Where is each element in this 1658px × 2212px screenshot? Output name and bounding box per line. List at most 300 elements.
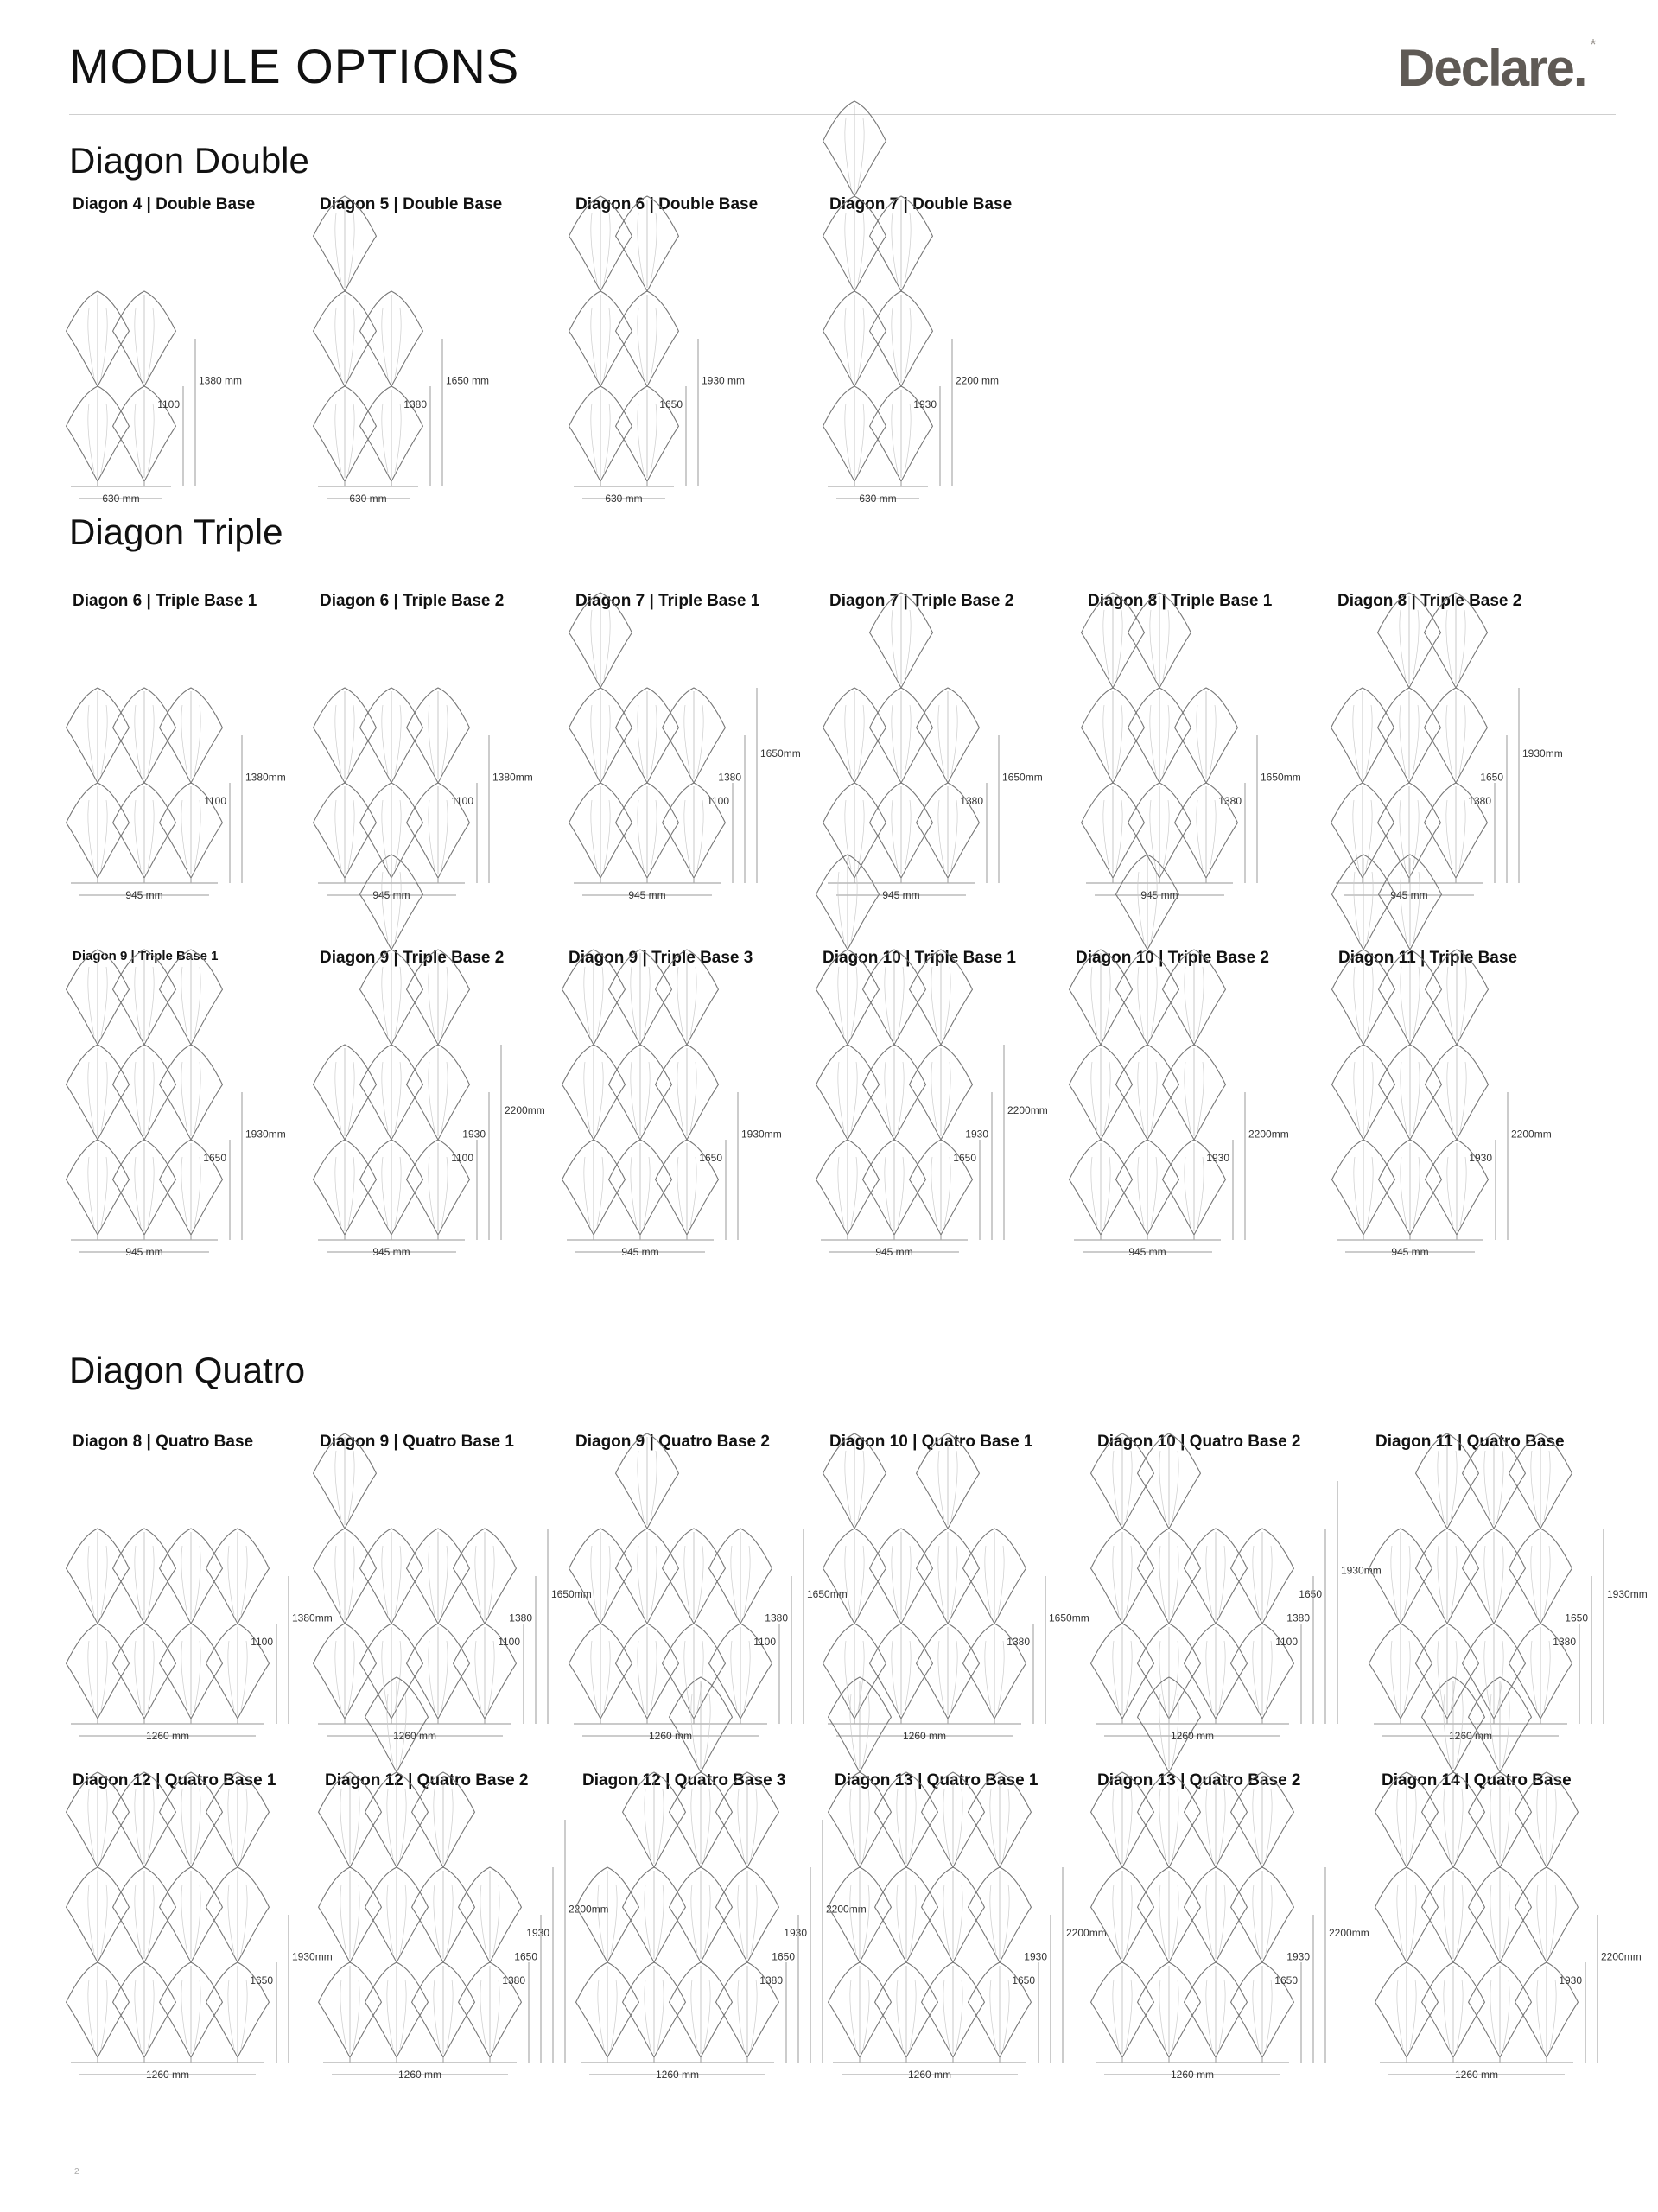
shade-rib	[898, 967, 904, 1036]
shade-rib	[738, 1789, 744, 1859]
width-dimension-label: 945 mm	[1140, 889, 1178, 901]
height-dimension-label: 1100	[451, 1152, 473, 1164]
shade-rib	[845, 118, 851, 188]
shade-rib	[1490, 1789, 1496, 1859]
shade-rib	[148, 800, 154, 869]
module-label: Diagon 7 | Double Base	[829, 195, 1013, 213]
module-card	[1086, 592, 1328, 920]
height-dimension-label: 2200mm	[1329, 1927, 1369, 1939]
height-dimension-label: 1380	[1553, 1636, 1576, 1648]
shade-rib	[1159, 1451, 1166, 1520]
shade-rib	[1172, 1451, 1178, 1520]
shade-rib	[1210, 800, 1216, 869]
shade-rib	[863, 1789, 869, 1859]
shade-rib	[101, 1885, 107, 1954]
shade-rib	[194, 1062, 200, 1131]
module-card	[574, 1433, 848, 1761]
shade-rib	[382, 1062, 388, 1131]
shade-rib	[1103, 610, 1109, 679]
shade-rib	[1497, 1451, 1503, 1520]
shade-rib	[480, 1980, 486, 2049]
height-dimension-label: 1650	[699, 1152, 722, 1164]
shade-rib	[858, 1546, 864, 1615]
shade-rib	[181, 1641, 187, 1710]
module-card	[833, 1771, 1107, 2100]
shade-rib	[738, 1885, 744, 1954]
width-dimension-label: 1260 mm	[1448, 1730, 1493, 1742]
shade-rib	[990, 1980, 996, 2049]
height-dimension-label: 1930	[1286, 1950, 1310, 1963]
shade-rib	[885, 1157, 891, 1226]
width-dimension-label: 945 mm	[125, 1246, 163, 1258]
shade-rib	[1172, 1546, 1178, 1615]
shade-rib	[657, 1885, 664, 1954]
shade-rib	[88, 705, 94, 774]
shade-rib	[1150, 800, 1156, 869]
shade-rib	[584, 1157, 590, 1226]
shade-rib	[1531, 1451, 1537, 1520]
shade-rib	[1253, 1885, 1259, 1954]
width-dimension-label: 945 mm	[372, 1246, 410, 1258]
shade-rib	[335, 1546, 341, 1615]
height-dimension-label: 2200mm	[1248, 1128, 1289, 1141]
module-label: Diagon 8 | Quatro Base	[73, 1433, 254, 1451]
shade-rib	[1219, 1980, 1225, 2049]
width-dimension-label: 1260 mm	[145, 2069, 190, 2081]
shade-rib	[88, 1546, 94, 1615]
shade-rib	[591, 308, 597, 378]
shade-rib	[135, 1641, 141, 1710]
shade-rib	[638, 705, 644, 774]
shade-rib	[631, 1062, 637, 1131]
shade-rib	[88, 1885, 94, 1954]
shade-rib	[1172, 1641, 1178, 1710]
height-dimension-label: 1100	[1275, 1636, 1298, 1648]
module-card	[1074, 949, 1316, 1277]
shade-rib	[1210, 705, 1216, 774]
height-dimension-label: 1930mm	[741, 1128, 782, 1141]
height-dimension-label: 1100	[251, 1636, 273, 1648]
shade-rib	[1206, 1789, 1212, 1859]
shade-rib	[1126, 1641, 1132, 1710]
shade-rib	[382, 967, 388, 1036]
shade-rib	[905, 705, 911, 774]
shade-rib	[1367, 967, 1373, 1036]
shade-rib	[1366, 800, 1372, 869]
shade-rib	[101, 1546, 107, 1615]
shade-rib	[858, 118, 864, 188]
height-dimension-label: 1650	[1274, 1974, 1298, 1986]
shade-rib	[335, 1062, 341, 1131]
shade-rib	[944, 967, 950, 1036]
height-dimension-label: 1930	[462, 1128, 486, 1141]
shade-rib	[101, 705, 107, 774]
shade-rib	[684, 1641, 690, 1710]
shade-rib	[475, 1641, 481, 1710]
module-label: Diagon 10 | Quatro Base 1	[829, 1433, 1033, 1451]
module-label: Diagon 9 | Triple Base 2	[320, 949, 505, 967]
shade-rib	[845, 308, 851, 378]
shade-rib	[691, 1789, 697, 1859]
height-dimension-label: 1650 mm	[446, 374, 490, 387]
shade-rib	[1438, 1546, 1444, 1615]
shade-rib	[905, 800, 911, 869]
shade-rib	[148, 967, 154, 1036]
shade-rib	[441, 1062, 448, 1131]
shade-rib	[1447, 967, 1453, 1036]
shade-rib	[387, 1789, 393, 1859]
shade-rib	[135, 1062, 141, 1131]
shade-rib	[387, 1980, 393, 2049]
shade-rib	[400, 1789, 406, 1859]
module-card	[71, 195, 313, 524]
shade-rib	[1401, 1157, 1407, 1226]
shade-rib	[1531, 1546, 1537, 1615]
shade-rib	[898, 1157, 904, 1226]
shade-rib	[88, 308, 94, 378]
shade-rib	[638, 213, 644, 283]
shade-rib	[181, 1789, 187, 1859]
shade-rib	[645, 1980, 651, 2049]
shade-rib	[1537, 1980, 1543, 2049]
shade-rib	[1484, 1451, 1490, 1520]
shade-rib	[638, 1641, 644, 1710]
shade-rib	[584, 967, 590, 1036]
shade-rib	[135, 800, 141, 869]
shade-rib	[181, 1062, 187, 1131]
shade-rib	[348, 308, 354, 378]
shade-rib	[858, 1451, 864, 1520]
height-dimension-label: 1380	[765, 1611, 788, 1624]
page-number: 2	[74, 2167, 79, 2177]
shade-rib	[488, 1641, 494, 1710]
shade-rib	[1410, 1885, 1416, 1954]
shade-rib	[1172, 1789, 1178, 1859]
shade-rib	[591, 610, 597, 679]
height-dimension-label: 1930mm	[292, 1950, 333, 1963]
shade-rib	[181, 1885, 187, 1954]
module-card	[71, 1771, 333, 2100]
shade-rib	[985, 1641, 991, 1710]
shade-rib	[931, 967, 937, 1036]
shade-rib	[690, 1157, 696, 1226]
shade-rib	[938, 705, 944, 774]
shade-rib	[1151, 967, 1157, 1036]
shade-rib	[951, 1546, 957, 1615]
shade-rib	[910, 1789, 916, 1859]
shade-rib	[1219, 1546, 1225, 1615]
shade-rib	[88, 800, 94, 869]
shade-rib	[441, 967, 448, 1036]
shade-rib	[691, 1885, 697, 1954]
shade-rib	[943, 1980, 950, 2049]
module-label: Diagon 10 | Triple Base 2	[1076, 949, 1269, 967]
shade-rib	[638, 800, 644, 869]
height-dimension-label: 2200mm	[505, 1104, 545, 1116]
shade-rib	[697, 1546, 703, 1615]
shade-rib	[1484, 1641, 1490, 1710]
shade-rib	[905, 404, 911, 473]
module-label: Diagon 9 | Quatro Base 2	[575, 1433, 770, 1451]
shade-rib	[644, 967, 650, 1036]
shade-rib	[88, 1062, 94, 1131]
module-card	[1096, 1771, 1369, 2100]
module-label: Diagon 10 | Quatro Base 2	[1097, 1433, 1301, 1451]
shade-rib	[604, 1546, 610, 1615]
shade-rib	[228, 1789, 234, 1859]
shade-rib	[938, 1451, 944, 1520]
shade-rib	[651, 1451, 657, 1520]
height-dimension-label: 1650	[203, 1152, 226, 1164]
module-card	[71, 1433, 333, 1761]
shade-rib	[597, 1062, 603, 1131]
module-label: Diagon 9 | Triple Base 3	[569, 949, 753, 967]
shade-rib	[985, 1546, 991, 1615]
shade-rib	[1459, 800, 1465, 869]
shade-rib	[1413, 1062, 1420, 1131]
height-dimension-label: 1380	[509, 1611, 532, 1624]
shade-rib	[1404, 1641, 1410, 1710]
shade-rib	[690, 1062, 696, 1131]
height-dimension-label: 1100	[707, 795, 729, 807]
shade-rib	[1460, 1157, 1466, 1226]
shade-rib	[598, 1885, 604, 1954]
shade-rib	[897, 1980, 903, 2049]
width-dimension-label: 945 mm	[621, 1246, 659, 1258]
shade-rib	[892, 404, 898, 473]
shade-rib	[101, 404, 107, 473]
shade-rib	[1401, 967, 1407, 1036]
height-dimension-label: 1380 mm	[199, 374, 243, 387]
module-drawing	[71, 1433, 333, 1761]
shade-rib	[1003, 1980, 1009, 2049]
shade-rib	[943, 1885, 950, 1954]
module-label: Diagon 12 | Quatro Base 2	[325, 1771, 529, 1789]
width-dimension-label: 945 mm	[875, 1246, 913, 1258]
module-label: Diagon 11 | Triple Base	[1338, 949, 1518, 967]
shade-rib	[1353, 705, 1359, 774]
shade-rib	[1354, 967, 1360, 1036]
shade-rib	[631, 967, 637, 1036]
shade-rib	[838, 1157, 844, 1226]
shade-rib	[148, 1062, 154, 1131]
shade-rib	[1459, 705, 1465, 774]
shade-rib	[591, 705, 597, 774]
shade-rib	[429, 800, 435, 869]
section-title-double: Diagon Double	[69, 140, 309, 181]
shade-rib	[1367, 1062, 1373, 1131]
shade-rib	[1206, 1641, 1212, 1710]
shade-rib	[651, 1641, 657, 1710]
shade-rib	[905, 213, 911, 283]
shade-rib	[353, 1885, 359, 1954]
shade-rib	[348, 1546, 354, 1615]
shade-rib	[148, 1546, 154, 1615]
shade-rib	[335, 1641, 341, 1710]
height-dimension-label: 1930mm	[245, 1128, 286, 1141]
shade-rib	[1550, 1980, 1556, 2049]
shade-rib	[441, 1641, 448, 1710]
module-drawing	[574, 195, 833, 524]
module-card	[318, 949, 560, 1277]
shade-rib	[1150, 705, 1156, 774]
height-dimension-label: 1650	[250, 1974, 273, 1986]
width-dimension-label: 945 mm	[628, 889, 666, 901]
shade-rib	[101, 1789, 107, 1859]
module-card	[828, 1433, 1089, 1761]
height-dimension-label: 1380mm	[492, 771, 533, 784]
shade-rib	[1003, 1789, 1009, 1859]
shade-rib	[181, 1546, 187, 1615]
shade-rib	[1159, 1885, 1166, 1954]
shade-rib	[1354, 1062, 1360, 1131]
shade-rib	[651, 705, 657, 774]
module-card	[1374, 1433, 1648, 1761]
shade-rib	[241, 1641, 247, 1710]
module-drawing	[71, 592, 330, 920]
shade-rib	[395, 404, 401, 473]
module-drawing	[318, 195, 577, 524]
shade-rib	[241, 1980, 247, 2049]
shade-rib	[348, 1157, 354, 1226]
module-label: Diagon 6 | Triple Base 1	[73, 592, 257, 610]
module-card	[828, 195, 1070, 524]
shade-rib	[892, 308, 898, 378]
shade-rib	[951, 800, 957, 869]
shade-rib	[135, 404, 141, 473]
shade-rib	[241, 1885, 247, 1954]
shade-rib	[905, 610, 911, 679]
height-dimension-label: 1650	[953, 1152, 976, 1164]
width-dimension-label: 1260 mm	[392, 1730, 437, 1742]
shade-rib	[1490, 1885, 1496, 1954]
shade-rib	[631, 1157, 637, 1226]
shade-rib	[645, 1789, 651, 1859]
shade-rib	[1266, 1885, 1272, 1954]
shade-rib	[434, 1789, 440, 1859]
shade-rib	[604, 1641, 610, 1710]
shade-rib	[1219, 1641, 1225, 1710]
shade-rib	[340, 1789, 346, 1859]
module-drawing	[1380, 1771, 1642, 2100]
shade-rib	[194, 800, 200, 869]
shade-rib	[181, 1157, 187, 1226]
shade-rib	[382, 1641, 388, 1710]
height-dimension-label: 2200mm	[1601, 1950, 1642, 1963]
module-label: Diagon 4 | Double Base	[73, 195, 256, 213]
shade-rib	[135, 308, 141, 378]
module-card	[1096, 1433, 1382, 1761]
shade-rib	[1159, 1789, 1166, 1859]
height-dimension-label: 1380	[1007, 1636, 1030, 1648]
height-dimension-label: 2200mm	[569, 1903, 609, 1916]
shade-rib	[395, 705, 401, 774]
shade-rib	[1400, 610, 1406, 679]
width-dimension-label: 630 mm	[605, 493, 643, 505]
shade-rib	[851, 1062, 857, 1131]
shade-rib	[1444, 1980, 1450, 2049]
module-drawing	[318, 592, 577, 920]
shade-rib	[850, 1789, 856, 1859]
module-card	[323, 1771, 609, 2100]
module-card	[1337, 949, 1579, 1277]
shade-rib	[101, 308, 107, 378]
width-dimension-label: 1260 mm	[1454, 2069, 1499, 2081]
width-dimension-label: 1260 mm	[397, 2069, 442, 2081]
shade-rib	[1413, 610, 1419, 679]
shade-rib	[88, 967, 94, 1036]
shade-rib	[944, 1062, 950, 1131]
shade-rib	[1126, 1546, 1132, 1615]
shade-rib	[1219, 1789, 1225, 1859]
shade-rib	[591, 1641, 597, 1710]
shade-rib	[651, 800, 657, 869]
shade-rib	[340, 1980, 346, 2049]
shade-rib	[88, 1980, 94, 2049]
shade-rib	[395, 308, 401, 378]
height-dimension-label: 1650	[1012, 1974, 1035, 1986]
shade-rib	[905, 308, 911, 378]
shade-rib	[181, 705, 187, 774]
shade-rib	[892, 800, 898, 869]
shade-rib	[738, 1980, 744, 2049]
module-drawing	[1074, 949, 1333, 1277]
height-dimension-label: 2200 mm	[956, 374, 1000, 387]
height-dimension-label: 1930mm	[1607, 1588, 1648, 1600]
shade-rib	[1104, 1157, 1110, 1226]
shade-rib	[88, 404, 94, 473]
module-drawing	[318, 949, 577, 1277]
shade-rib	[148, 705, 154, 774]
module-label: Diagon 6 | Double Base	[575, 195, 759, 213]
shade-rib	[1544, 1641, 1550, 1710]
shade-rib	[651, 1546, 657, 1615]
shade-rib	[335, 705, 341, 774]
shade-rib	[591, 404, 597, 473]
shade-rib	[1537, 1885, 1543, 1954]
shade-rib	[1366, 705, 1372, 774]
shade-rib	[400, 1885, 406, 1954]
module-card	[574, 592, 816, 920]
module-drawing	[1096, 1771, 1369, 2100]
shade-rib	[1446, 705, 1452, 774]
section-title-quatro: Diagon Quatro	[69, 1350, 306, 1390]
width-dimension-label: 945 mm	[1128, 1246, 1166, 1258]
brand-mark-icon: *	[1590, 36, 1595, 54]
shade-rib	[584, 1062, 590, 1131]
shade-rib	[148, 1789, 154, 1859]
height-dimension-label: 1650mm	[760, 747, 801, 760]
shade-rib	[1126, 1451, 1132, 1520]
shade-rib	[353, 1789, 359, 1859]
shade-rib	[1447, 1062, 1453, 1131]
shade-rib	[194, 1789, 200, 1859]
shade-rib	[395, 1062, 401, 1131]
shade-rib	[591, 1546, 597, 1615]
shade-rib	[101, 1157, 107, 1226]
shade-rib	[1457, 1885, 1463, 1954]
shade-rib	[348, 800, 354, 869]
shade-rib	[135, 1789, 141, 1859]
shade-rib	[135, 1885, 141, 1954]
shade-rib	[1116, 610, 1122, 679]
shade-rib	[1457, 1789, 1463, 1859]
shade-rib	[181, 1980, 187, 2049]
shade-rib	[194, 967, 200, 1036]
shade-rib	[335, 800, 341, 869]
shade-rib	[395, 967, 401, 1036]
shade-rib	[395, 1641, 401, 1710]
